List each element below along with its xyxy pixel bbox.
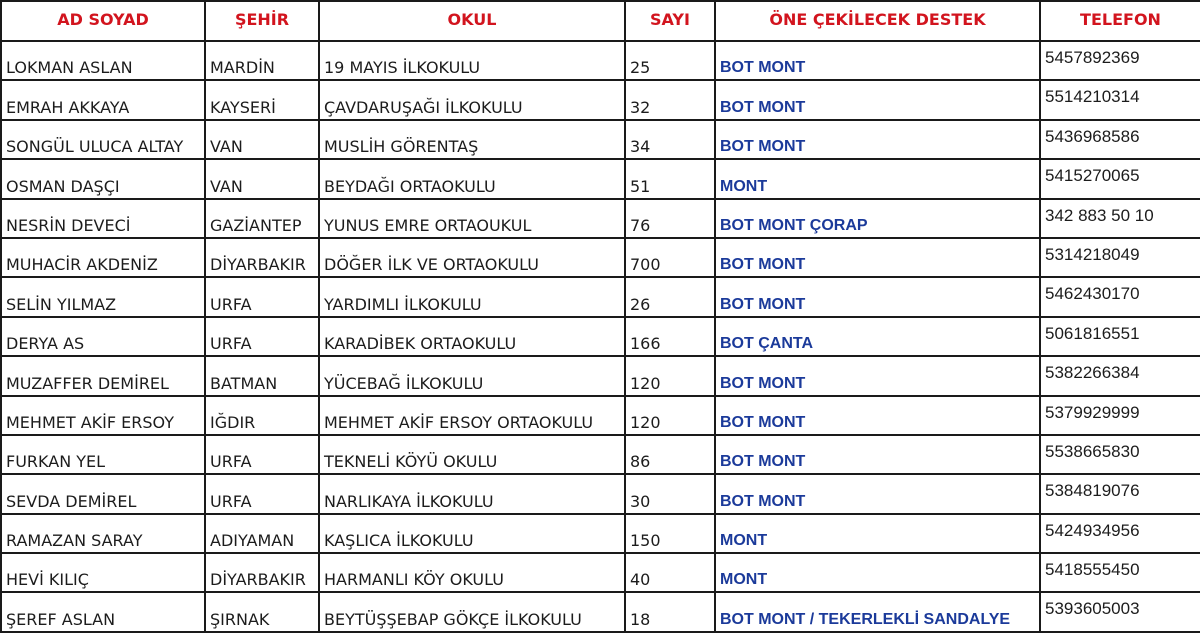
cell-name: NESRİN DEVECİ [1,199,205,238]
cell-school: DÖĞER İLK VE ORTAOKULU [319,238,625,277]
table-row [1,277,1200,316]
cell-city: URFA [205,435,319,474]
cell-school: KAŞLICA İLKOKULU [319,514,625,553]
cell-city: IĞDIR [205,396,319,435]
cell-name: SONGÜL ULUCA ALTAY [1,120,205,159]
header-phone: TELEFON [1040,1,1200,41]
cell-phone: 5462430170 [1040,277,1200,316]
table-row [1,553,1200,592]
cell-count: 120 [625,396,715,435]
cell-school: TEKNELİ KÖYÜ OKULU [319,435,625,474]
cell-count: 76 [625,199,715,238]
cell-city: ADIYAMAN [205,514,319,553]
cell-support: BOT MONT [715,238,1040,277]
cell-name: MEHMET AKİF ERSOY [1,396,205,435]
cell-name: SELİN YILMAZ [1,277,205,316]
cell-support: BOT MONT [715,41,1040,80]
cell-school: YUNUS EMRE ORTAOUKUL [319,199,625,238]
cell-count: 40 [625,553,715,592]
cell-count: 700 [625,238,715,277]
cell-name: HEVİ KILIÇ [1,553,205,592]
cell-support: BOT MONT [715,120,1040,159]
cell-support: MONT [715,553,1040,592]
cell-support: BOT MONT / TEKERLEKLİ SANDALYE [715,592,1040,631]
table-row [1,435,1200,474]
cell-name: LOKMAN ASLAN [1,41,205,80]
cell-support: BOT MONT ÇORAP [715,199,1040,238]
cell-support: BOT MONT [715,80,1040,119]
table-row [1,80,1200,119]
cell-school: MUSLİH GÖRENTAŞ [319,120,625,159]
table-row [1,474,1200,513]
cell-school: NARLIKAYA İLKOKULU [319,474,625,513]
cell-count: 18 [625,592,715,631]
cell-phone: 5436968586 [1040,120,1200,159]
cell-support: BOT MONT [715,435,1040,474]
cell-phone: 5314218049 [1040,238,1200,277]
cell-support: BOT ÇANTA [715,317,1040,356]
cell-city: GAZİANTEP [205,199,319,238]
cell-school: HARMANLI KÖY OKULU [319,553,625,592]
table-row [1,317,1200,356]
cell-phone: 5061816551 [1040,317,1200,356]
cell-city: VAN [205,159,319,198]
cell-support: BOT MONT [715,474,1040,513]
cell-school: BEYTÜŞŞEBAP GÖKÇE İLKOKULU [319,592,625,631]
header-school: OKUL [319,1,625,41]
cell-count: 26 [625,277,715,316]
table-row [1,41,1200,80]
cell-support: MONT [715,159,1040,198]
cell-count: 51 [625,159,715,198]
table-row [1,238,1200,277]
cell-support: MONT [715,514,1040,553]
cell-school: ÇAVDARUŞAĞI İLKOKULU [319,80,625,119]
cell-count: 150 [625,514,715,553]
cell-count: 32 [625,80,715,119]
cell-count: 86 [625,435,715,474]
cell-name: FURKAN YEL [1,435,205,474]
cell-name: OSMAN DAŞÇI [1,159,205,198]
cell-school: BEYDAĞI ORTAOKULU [319,159,625,198]
cell-phone: 5514210314 [1040,80,1200,119]
header-row [1,1,1200,41]
cell-phone: 5415270065 [1040,159,1200,198]
cell-phone: 5382266384 [1040,356,1200,395]
cell-phone: 5384819076 [1040,474,1200,513]
cell-count: 30 [625,474,715,513]
cell-name: MUZAFFER DEMİREL [1,356,205,395]
cell-phone: 5393605003 [1040,592,1200,631]
cell-name: MUHACİR AKDENİZ [1,238,205,277]
cell-city: DİYARBAKIR [205,238,319,277]
cell-support: BOT MONT [715,356,1040,395]
header-count: SAYI [625,1,715,41]
cell-name: RAMAZAN SARAY [1,514,205,553]
table-row [1,396,1200,435]
cell-name: ŞEREF ASLAN [1,592,205,631]
table-row [1,514,1200,553]
cell-phone: 342 883 50 10 [1040,199,1200,238]
cell-count: 120 [625,356,715,395]
table-row [1,159,1200,198]
cell-support: BOT MONT [715,396,1040,435]
cell-phone: 5379929999 [1040,396,1200,435]
table-row [1,356,1200,395]
cell-phone: 5457892369 [1040,41,1200,80]
header-name: AD SOYAD [1,1,205,41]
cell-phone: 5424934956 [1040,514,1200,553]
cell-city: URFA [205,277,319,316]
cell-name: SEVDA DEMİREL [1,474,205,513]
cell-city: MARDİN [205,41,319,80]
cell-city: ŞIRNAK [205,592,319,631]
table-row [1,120,1200,159]
cell-phone: 5538665830 [1040,435,1200,474]
cell-city: VAN [205,120,319,159]
cell-support: BOT MONT [715,277,1040,316]
table-row [1,592,1200,631]
cell-count: 166 [625,317,715,356]
cell-school: YÜCEBAĞ İLKOKULU [319,356,625,395]
table-row [1,199,1200,238]
cell-city: BATMAN [205,356,319,395]
table-body [1,41,1200,632]
cell-count: 25 [625,41,715,80]
table-header [1,1,1200,41]
cell-name: DERYA AS [1,317,205,356]
cell-school: MEHMET AKİF ERSOY ORTAOKULU [319,396,625,435]
header-support: ÖNE ÇEKİLECEK DESTEK [715,1,1040,41]
cell-phone: 5418555450 [1040,553,1200,592]
cell-city: URFA [205,317,319,356]
cell-school: KARADİBEK ORTAOKULU [319,317,625,356]
cell-city: URFA [205,474,319,513]
cell-school: YARDIMLI İLKOKULU [319,277,625,316]
cell-count: 34 [625,120,715,159]
cell-city: KAYSERİ [205,80,319,119]
header-city: ŞEHİR [205,1,319,41]
cell-school: 19 MAYIS İLKOKULU [319,41,625,80]
cell-name: EMRAH AKKAYA [1,80,205,119]
cell-city: DİYARBAKIR [205,553,319,592]
